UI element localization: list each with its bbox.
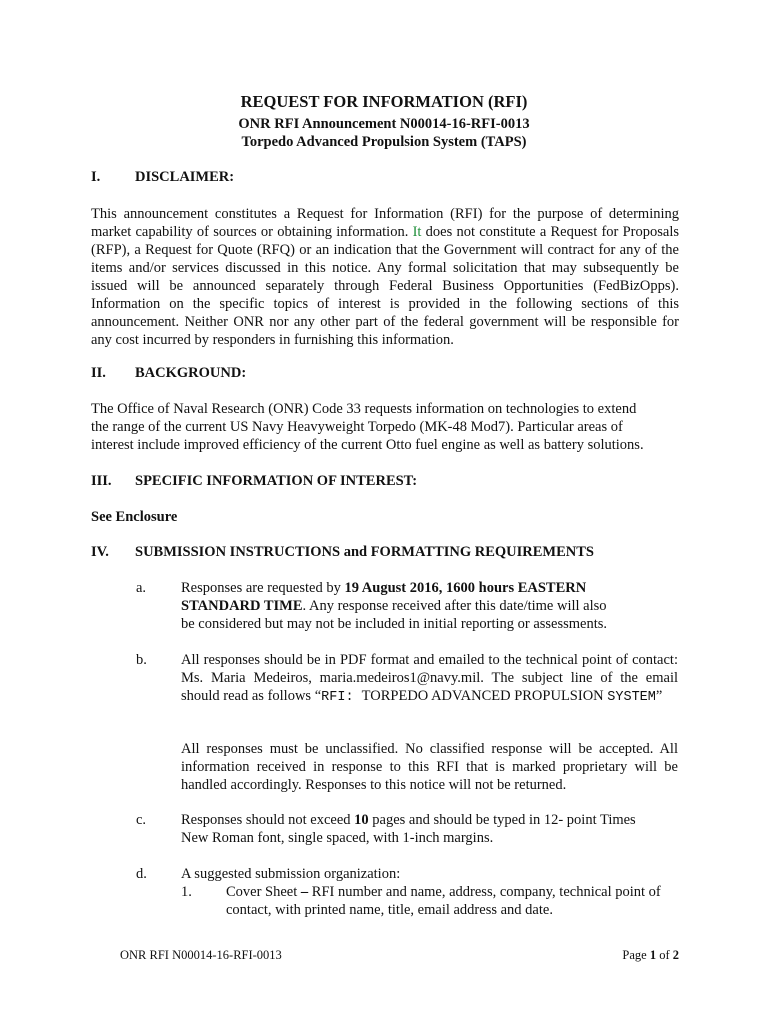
background-paragraph bbox=[91, 400, 679, 454]
sub-item-label: Cover Sheet bbox=[226, 884, 301, 900]
section-background-heading bbox=[91, 364, 246, 382]
section-number: I. bbox=[91, 169, 101, 185]
item-c-page-limit: 10 bbox=[354, 812, 369, 828]
item-b-subject-mono: RFI: bbox=[321, 690, 362, 705]
item-b-text bbox=[181, 651, 678, 707]
footer-page-number bbox=[622, 946, 679, 964]
section-number: II. bbox=[91, 365, 106, 381]
disclaimer-text-2: does not constitute a Request for Proposals (RFP), a Request for Quote (RFQ) or an indication that the Government will contract for any of the items and/or services discussed in this notice. Any formal solicitation that may subsequently be issued will be announced separately through Federal Business Opportunities (FedBizOpps). Information on the specific topics of interest is provided in the following sections of this announcement. Neither ONR nor any other part of the federal government will be responsible for any cost incurred by responders in furnishing this information. bbox=[91, 224, 679, 348]
page-current: 1 bbox=[649, 948, 657, 962]
section-title: DISCLAIMER: bbox=[135, 169, 235, 185]
item-a-text bbox=[181, 579, 621, 633]
item-b-pre: All responses should be in PDF format and emailed to the technical point of contact: Ms. Maria Medeiros, maria.medeiros1@navy.mil. The subject line of the email should read as follows “ bbox=[181, 652, 678, 704]
item-b-post: ” bbox=[655, 688, 663, 704]
item-letter: b. bbox=[136, 652, 147, 668]
section-title: SUBMISSION INSTRUCTIONS and FORMATTING REQUIREMENTS bbox=[135, 544, 594, 560]
sub-item-number: 1. bbox=[181, 884, 192, 900]
item-b-subject: TORPEDO ADVANCED PROPULSION bbox=[361, 688, 608, 704]
background-line: the range of the current US Navy Heavyweight Torpedo (MK-48 Mod7). Particular areas of bbox=[91, 419, 623, 435]
section-specific-heading bbox=[91, 472, 417, 490]
section-disclaimer-heading bbox=[91, 168, 234, 186]
item-c-post: pages and should be typed in 12- point Times New Roman font, single spaced, with 1-inch margins. bbox=[181, 812, 636, 846]
footer-document-id: ONR RFI N00014-16-RFI-0013 bbox=[120, 948, 282, 962]
item-letter: a. bbox=[136, 580, 147, 596]
sub-item-cover-sheet bbox=[226, 883, 678, 919]
item-a-post: . Any response received after this date/time will also be considered but may not be included in initial reporting or assessments. bbox=[181, 598, 608, 632]
item-d-intro: A suggested submission organization: bbox=[181, 866, 401, 882]
document-subject: Torpedo Advanced Propulsion System (TAPS) bbox=[241, 134, 527, 150]
sub-item-dash: – bbox=[300, 884, 312, 900]
item-a-pre: Responses are requested by bbox=[181, 580, 345, 596]
disclaimer-highlight: It bbox=[412, 224, 422, 240]
item-c-pre: Responses should not exceed bbox=[181, 812, 355, 828]
section-number: III. bbox=[91, 473, 112, 489]
see-enclosure: See Enclosure bbox=[91, 509, 178, 525]
item-b-subject-mono-2: SYSTEM bbox=[607, 690, 656, 705]
announcement-number: ONR RFI Announcement N00014-16-RFI-0013 bbox=[238, 116, 530, 132]
page-total: 2 bbox=[672, 948, 679, 962]
section-number: IV. bbox=[91, 544, 109, 560]
item-c-text bbox=[181, 811, 661, 847]
page-label: Page bbox=[622, 948, 650, 962]
background-line: The Office of Naval Research (ONR) Code 33 requests information on technologies to extend bbox=[91, 401, 637, 417]
section-title: BACKGROUND: bbox=[135, 365, 247, 381]
document-title: REQUEST FOR INFORMATION (RFI) bbox=[240, 92, 528, 111]
disclaimer-paragraph bbox=[91, 205, 679, 349]
disclaimer-text-1: This announcement constitutes a Request for Information (RFI) for the purpose of determining market capability of sources or obtaining information. bbox=[91, 206, 679, 240]
sub-item-text: RFI number and name, address, company, technical point of contact, with printed name, title, email address and date. bbox=[226, 884, 661, 918]
item-b-paragraph-2: All responses must be unclassified. No classified response will be accepted. All information received in response to this RFI that is marked proprietary will be handled accordingly. Responses to this notice will not be returned. bbox=[181, 741, 678, 793]
item-letter: c. bbox=[136, 812, 147, 828]
item-a-deadline: 19 August 2016, 1600 hours EASTERN STANDARD TIME bbox=[181, 580, 587, 614]
section-title: SPECIFIC INFORMATION OF INTEREST: bbox=[135, 473, 418, 489]
background-line: interest include improved efficiency of the current Otto fuel engine as well as battery solutions. bbox=[91, 437, 644, 453]
item-letter: d. bbox=[136, 866, 147, 882]
page-of: of bbox=[656, 948, 673, 962]
section-submission-heading bbox=[91, 543, 594, 561]
